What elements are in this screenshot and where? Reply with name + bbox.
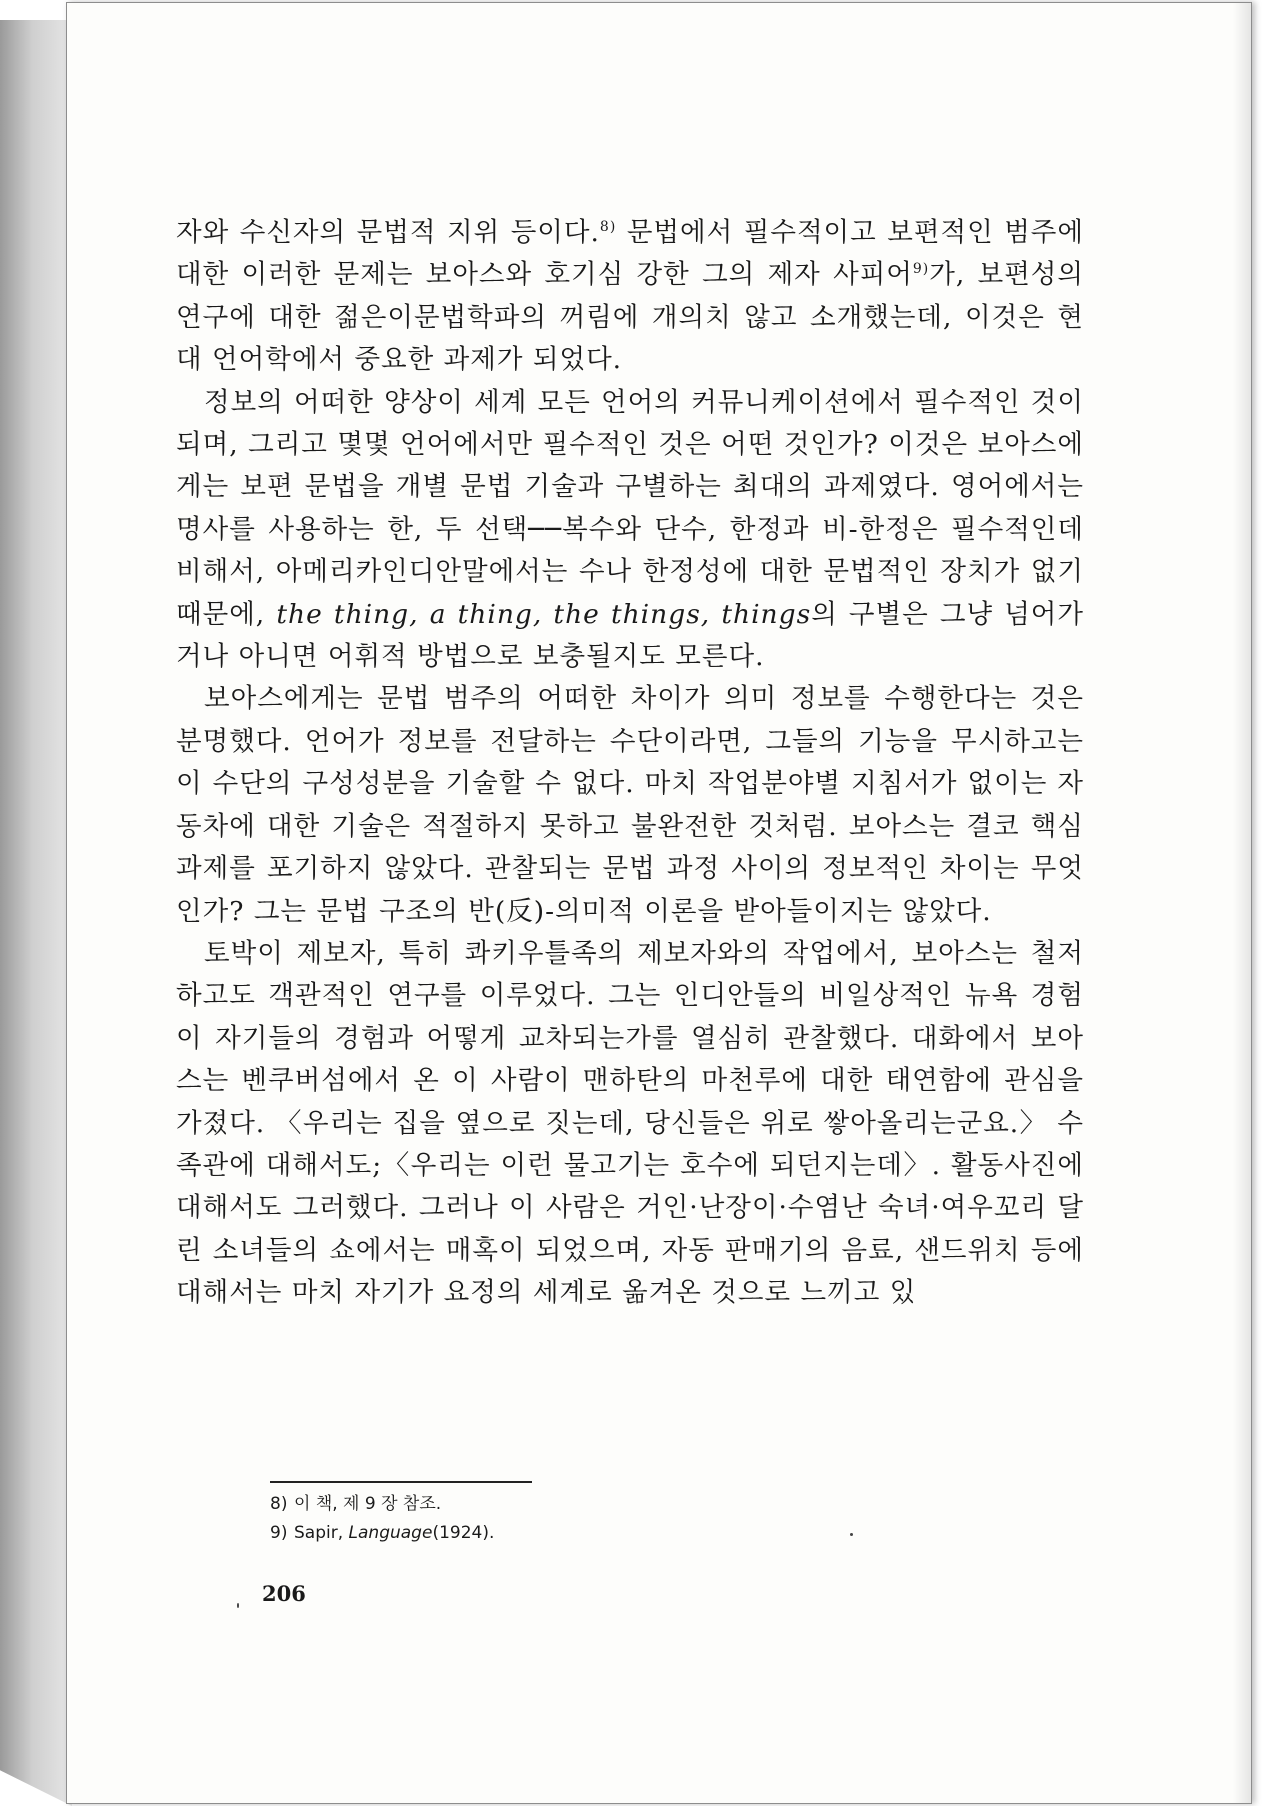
paragraph (176, 382, 1084, 679)
text-run: 가, 보편성의 연구에 대한 젊은이문법학파의 꺼림에 개의치 않고 소개했는데, 이것은 현대 언어학에서 중요한 과제가 되었다. (176, 259, 1084, 376)
footnote-text: (1924). (432, 1523, 495, 1543)
footnote-number: 8) (270, 1494, 288, 1514)
footnote-9 (270, 1519, 970, 1548)
paragraph (176, 678, 1084, 932)
book-edge (0, 20, 72, 1806)
text-run: 의 구별은 그냥 넘어가거나 아니면 어휘적 방법으로 보충될지도 모른다. (176, 598, 1085, 673)
page-shade (1233, 3, 1251, 1803)
footnote-number: 9) (270, 1523, 288, 1543)
body-text (176, 212, 1084, 1315)
paragraph (176, 212, 1084, 382)
text-run: 토박이 제보자, 특히 콰키우틀족의 제보자와의 작업에서, 보아스는 철저하고도 객관적인 연구를 이루었다. 그는 인디안들의 비일상적인 뉴욕 경험이 자기들의 경험과 어떻게 교차되는가를 열심히 관찰했다. 대화에서 보아스는 벤쿠버섬에서 온 이 사람이 맨하탄의 마천루에 대한 태연함에 관심을 가졌다. 〈우리는 집을 옆으로 짓는데, 당신들은 위로 쌓아올리는군요.〉 수족관에 대해서도;〈우리는 이런 물고기는 호수에 되던지는데〉. 활동사진에 대해서도 그러했다. 그러나 이 사람은 거인·난장이·수염난 숙녀·여우꼬리 달린 소녀들의 쇼에서는 매혹이 되었으며, 자동 판매기의 음료, 샌드위치 등에 대해서는 마치 자기가 요정의 세계로 옮겨온 것으로 느끼고 있 (176, 937, 1084, 1309)
footnote-text: 이 책, 제 9 장 참조. (294, 1494, 442, 1514)
footnote-text: Sapir, (294, 1523, 349, 1543)
paragraph (176, 933, 1084, 1315)
footnote-8 (270, 1490, 970, 1519)
text-run: 보아스에게는 문법 범주의 어떠한 차이가 의미 정보를 수행한다는 것은 분명했다. 언어가 정보를 전달하는 수단이라면, 그들의 기능을 무시하고는 이 수단의 구성성분을 기술할 수 없다. 마치 작업분야별 지침서가 없이는 자동차에 대한 기술은 적절하지 못하고 불완전한 것처럼. 보아스는 결코 핵심 과제를 포기하지 않았다. 관찰되는 문법 과정 사이의 정보적인 차이는 무엇인가? 그는 문법 구조의 반(反)-의미적 이론을 받아들이지는 않았다. (176, 683, 1084, 927)
footnote-divider (270, 1481, 532, 1483)
print-speck (237, 1603, 239, 1608)
footnotes (270, 1490, 970, 1548)
text-run: 문법에서 필수적이고 보편적인 범주에 대한 이러한 문제는 보아스와 호기심 강한 그의 제자 사피어 (176, 217, 1084, 291)
footnote-book-title: Language (348, 1523, 433, 1543)
footnote-ref: 8) (599, 219, 617, 235)
footnote-ref: 9) (912, 261, 930, 278)
italic-text: the thing, a thing, the things, things (276, 598, 812, 630)
text-run: 정보의 어떠한 양상이 세계 모든 언어의 커뮤니케이션에서 필수적인 것이 되며, 그리고 몇몇 언어에서만 필수적인 것은 어떤 것인가? 이것은 보아스에게는 보편 문법을 개별 문법 기술과 구별하는 최대의 과제였다. 영어에서는 명사를 사용하는 한, 두 선택──복수와 단수, 한정과 비-한정은 필수적인데 비해서, 아메리카인디안말에서는 수나 한정성에 대한 문법적인 장치가 없기 때문에, (176, 386, 1084, 630)
text-run: 자와 수신자의 문법적 지위 등이다. (176, 217, 600, 248)
page-number: 206 (262, 1581, 306, 1606)
